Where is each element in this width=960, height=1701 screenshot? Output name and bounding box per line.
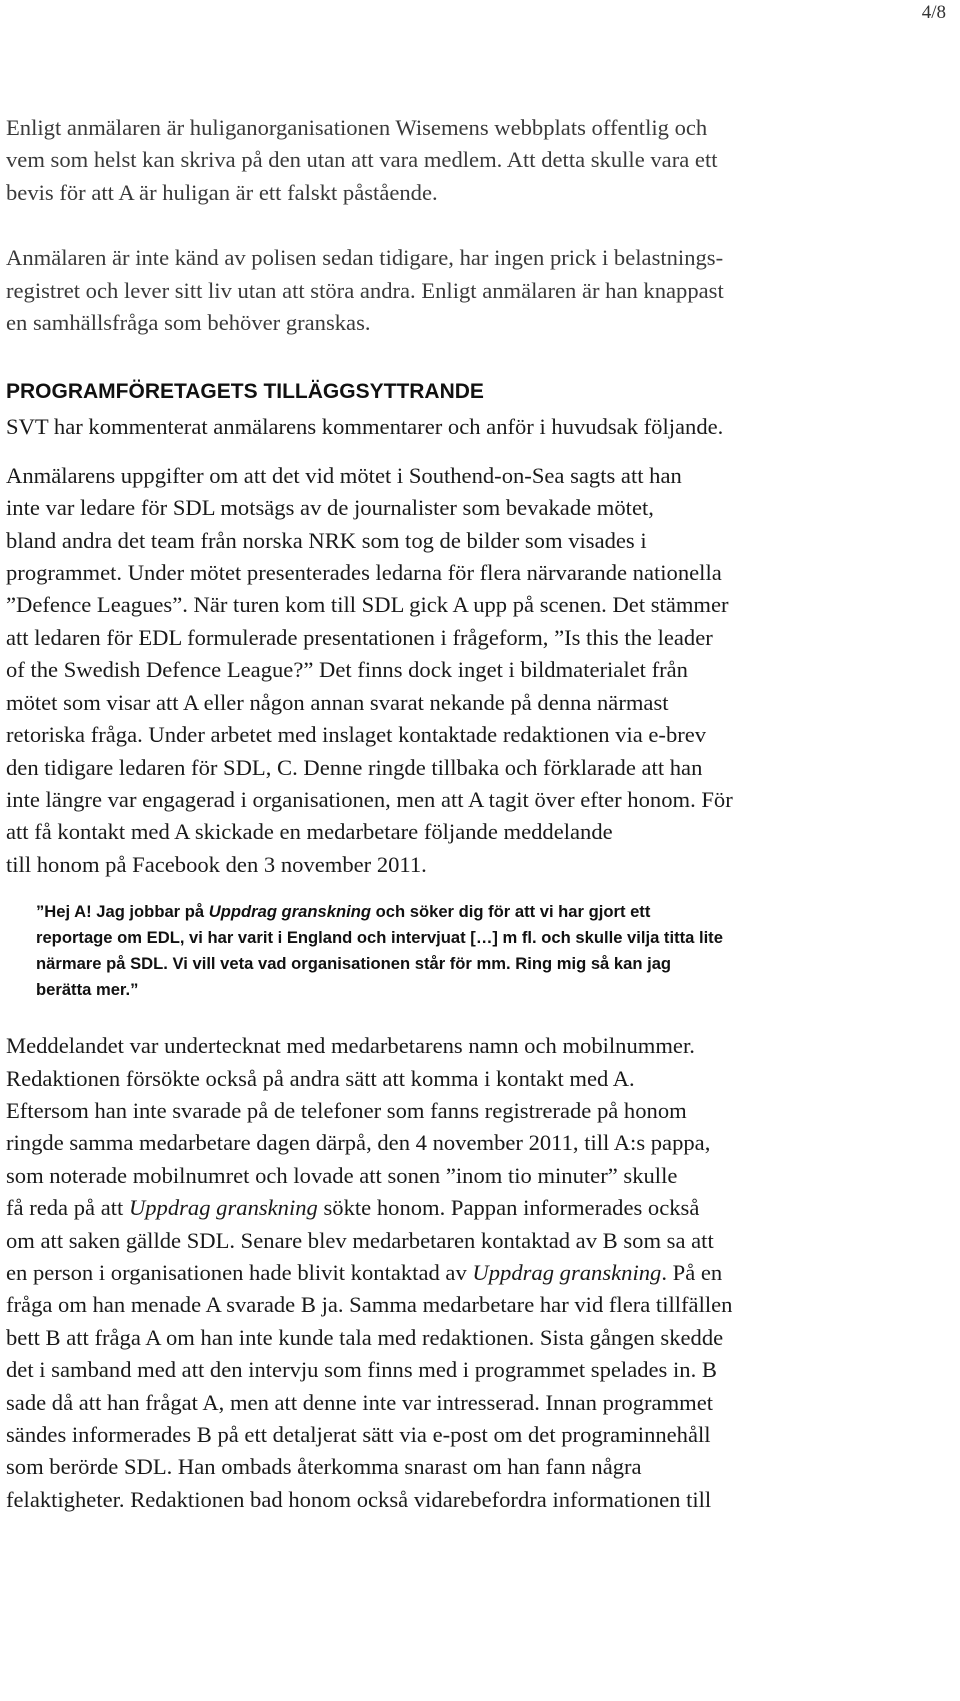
text-line: sade då att han frågat A, men att denne inte var intresserad. Innan programmet (6, 1389, 714, 1415)
text-line: Eftersom han inte svarade på de telefoner som fanns registrerade på honom (6, 1097, 687, 1123)
text-line: felaktigheter. Redaktionen bad honom också vidarebefordra informationen till (6, 1486, 712, 1512)
text-line: ringde samma medarbetare dagen därpå, den 4 november 2011, till A:s pappa, (6, 1130, 711, 1156)
facebook-message-quote (36, 899, 856, 1003)
text-fragment: . På en (661, 1259, 723, 1285)
paragraph-svt-response (6, 460, 946, 881)
text-line: mötet som visar att A eller någon annan svarat nekande på denna närmast (6, 689, 669, 715)
text-line: att få kontakt med A skickade en medarbetare följande meddelande (6, 819, 613, 845)
quote-text: och söker dig för att vi har gjort ett (371, 902, 651, 922)
text-line: vem som helst kan skriva på den utan att vara medlem. Att detta skulle vara ett (6, 147, 718, 173)
text-line: ”Defence Leagues”. När turen kom till SDL gick A upp på scenen. Det stämmer (6, 592, 729, 618)
text-line: Anmälarens uppgifter om att det vid mötet i Southend-on-Sea sagts att han (6, 462, 682, 488)
text-line: inte var ledare för SDL motsägs av de journalister som bevakade mötet, (6, 495, 654, 521)
program-name: Uppdrag granskning (208, 902, 371, 922)
text-line (6, 1257, 946, 1289)
quote-line: berätta mer.” (36, 980, 139, 1000)
page-number: 4/8 (921, 2, 946, 23)
text-line: en samhällsfråga som behöver granskas. (6, 310, 371, 336)
program-name: Uppdrag granskning (128, 1195, 318, 1221)
section-heading: PROGRAMFÖRETAGETS TILLÄGGSYTTRANDE (6, 380, 484, 404)
text-line: om att saken gällde SDL. Senare blev medarbetaren kontaktad av B som sa att (6, 1227, 714, 1253)
paragraph-anmalaren-polisen (6, 242, 946, 339)
quote-line: närmare på SDL. Vi vill veta vad organisationen står för mm. Ring mig så kan jag (36, 954, 672, 974)
text-line (6, 1192, 946, 1224)
document-body (6, 112, 946, 1516)
text-line: retoriska fråga. Under arbetet med inslaget kontaktade redaktionen via e-brev (6, 722, 707, 748)
text-line: Redaktionen försökte också på andra sätt att komma i kontakt med A. (6, 1065, 635, 1091)
section-lead: SVT har kommenterat anmälarens kommentarer och anför i huvudsak följande. (6, 414, 724, 440)
text-fragment: få reda på att (6, 1195, 129, 1221)
text-line: sändes informerades B på ett detaljerat sätt via e-post om det programinnehåll (6, 1422, 711, 1447)
text-line: bevis för att A är huligan är ett falskt påstående. (6, 179, 438, 205)
paragraph-anmalaren-wisemen (6, 112, 946, 209)
text-line: programmet. Under mötet presenterades ledarna för flera närvarande nationella (6, 560, 722, 586)
text-line: bett B att fråga A om han inte kunde tala med redaktionen. Sista gången skedde (6, 1324, 724, 1350)
program-name: Uppdrag granskning (472, 1259, 662, 1285)
quote-line: reportage om EDL, vi har varit i England och intervjuat […] m fl. och skulle vilja titta lite (36, 928, 723, 948)
paragraph-contact-attempts (6, 1030, 946, 1516)
text-line: som noterade mobilnumret och lovade att sonen ”inom tio minuter” skulle (6, 1162, 678, 1188)
text-line: Anmälaren är inte känd av polisen sedan tidigare, har ingen prick i belastnings- (6, 245, 724, 271)
quote-line (36, 899, 856, 925)
text-line: Meddelandet var undertecknat med medarbetarens namn och mobilnummer. (6, 1033, 695, 1059)
text-line: inte längre var engagerad i organisationen, men att A tagit över efter honom. För (6, 786, 733, 812)
text-line: fråga om han menade A svarade B ja. Samma medarbetare har vid flera tillfällen (6, 1292, 733, 1318)
text-fragment: en person i organisationen hade blivit kontaktad av (6, 1259, 473, 1285)
quote-text: ”Hej A! Jag jobbar på (36, 902, 209, 922)
text-line: till honom på Facebook den 3 november 2011. (6, 851, 427, 877)
text-line: of the Swedish Defence League?” Det finns dock inget i bildmaterialet från (6, 657, 688, 683)
text-line: Enligt anmälaren är huliganorganisationen Wisemens webbplats offentlig och (6, 115, 708, 140)
text-line: bland andra det team från norska NRK som tog de bilder som visades i (6, 527, 647, 553)
text-fragment: sökte honom. Pappan informerades också (317, 1195, 700, 1221)
text-line: den tidigare ledaren för SDL, C. Denne ringde tillbaka och förklarade att han (6, 754, 703, 780)
text-line: som berörde SDL. Han ombads återkomma snarast om han fann några (6, 1454, 642, 1480)
text-line: att ledaren för EDL formulerade presentationen i frågeform, ”Is this the leader (6, 624, 713, 650)
text-line: registret och lever sitt liv utan att störa andra. Enligt anmälaren är han knappast (6, 277, 724, 303)
text-line: det i samband med att den intervju som finns med i programmet spelades in. B (6, 1357, 717, 1383)
